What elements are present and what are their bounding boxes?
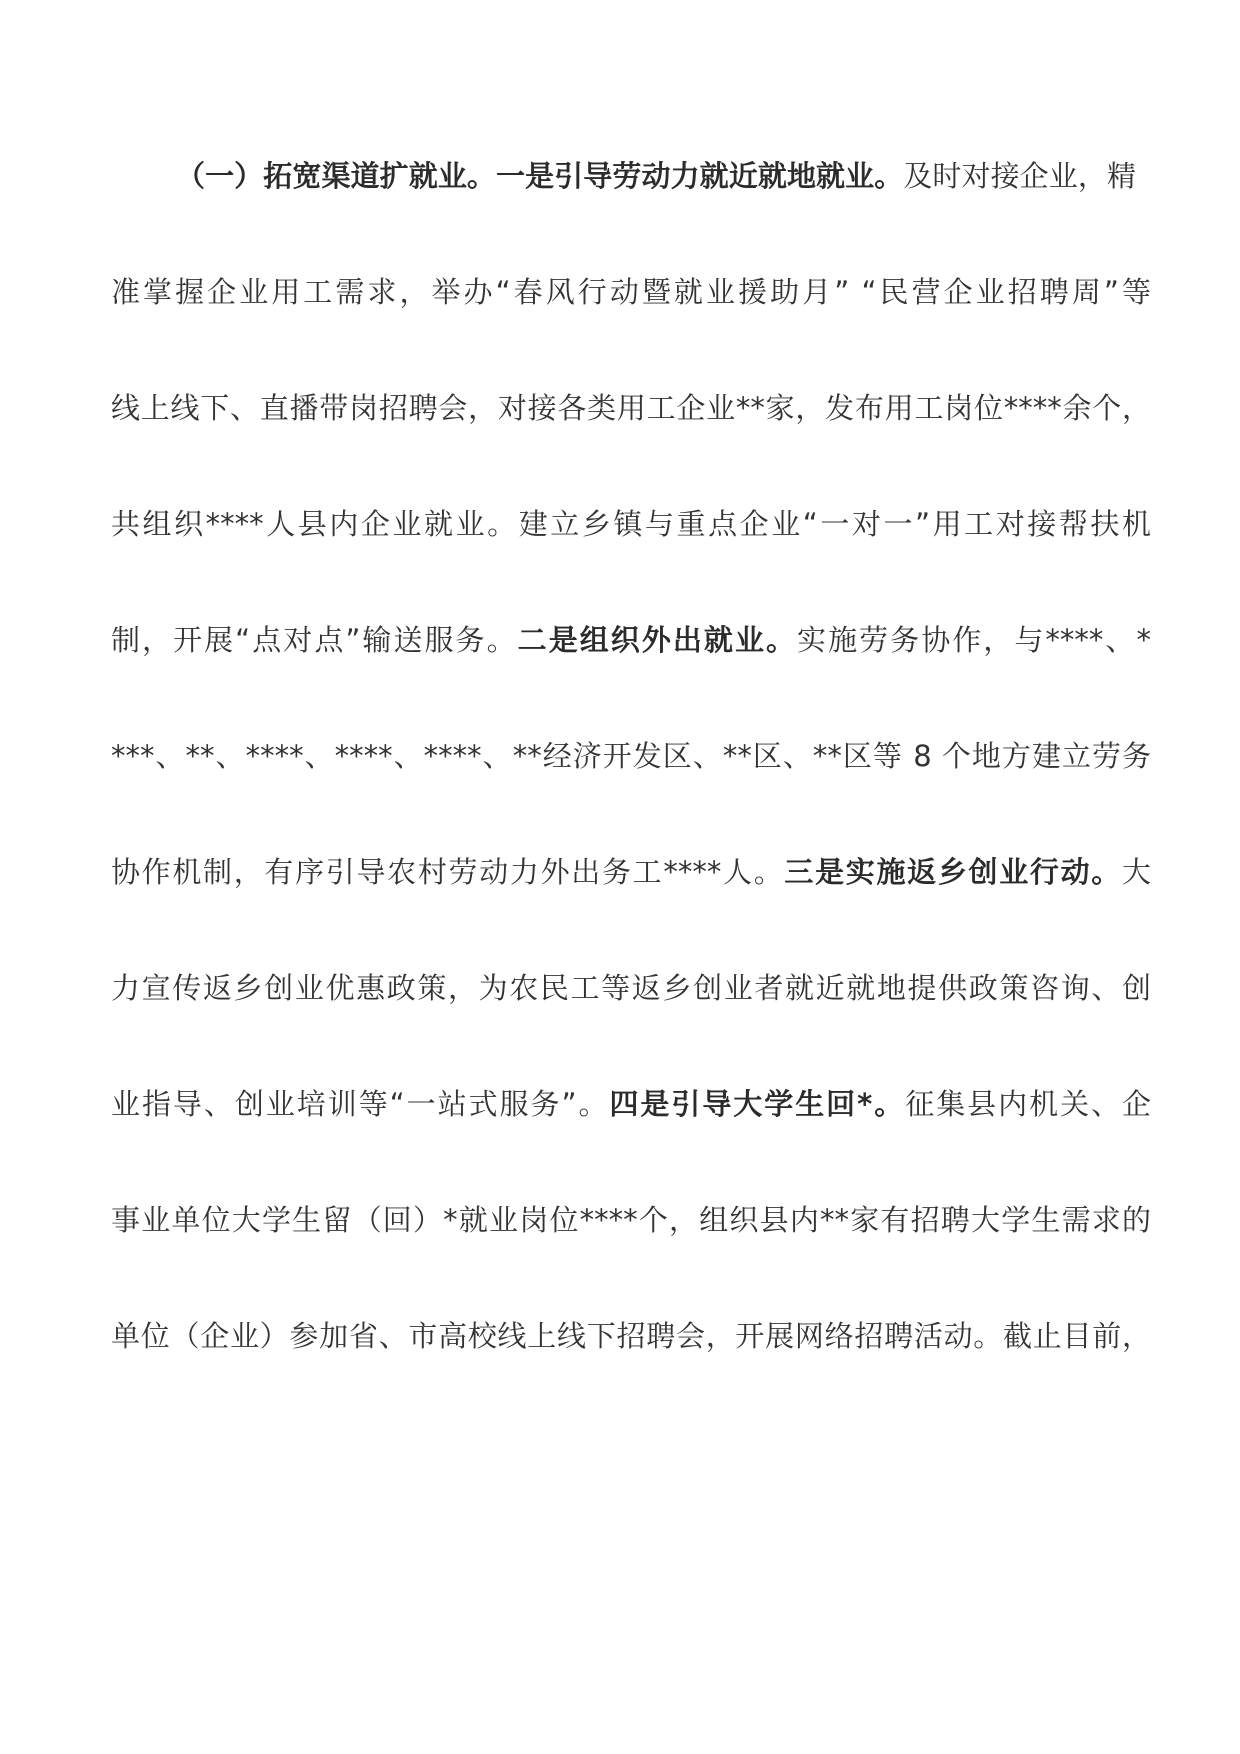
section-heading: （一）拓宽渠道扩就业。 xyxy=(176,159,497,193)
paragraph-line-2 xyxy=(111,272,1151,312)
point-heading-2: 二是组织外出就业。 xyxy=(517,623,798,657)
paragraph-line-9 xyxy=(111,1084,1151,1124)
text-run: 力宣传返乡创业优惠政策，为农民工等返乡创业者就近就地提供政策咨询、创 xyxy=(111,971,1151,1005)
paragraph-line-7 xyxy=(111,852,1151,892)
text-run: ***、**、****、****、****、**经济开发区、**区、**区等 8 个地方建立劳务 xyxy=(111,739,1151,773)
text-run: 大 xyxy=(1121,855,1151,889)
text-run: 线上线下、直播带岗招聘会，对接各类用工企业**家，发布用工岗位****余个， xyxy=(111,391,1151,425)
point-heading-4: 四是引导大学生回*。 xyxy=(609,1087,906,1121)
point-heading-3: 三是实施返乡创业行动。 xyxy=(784,855,1122,889)
paragraph-line-3 xyxy=(111,388,1151,428)
paragraph-line-1 xyxy=(176,156,1136,196)
text-run: 准掌握企业用工需求，举办“春风行动暨就业援助月” “民营企业招聘周”等 xyxy=(111,275,1151,309)
paragraph-line-8 xyxy=(111,968,1151,1008)
paragraph-line-4 xyxy=(111,504,1151,544)
point-heading-1: 一是引导劳动力就近就地就业。 xyxy=(496,159,904,193)
text-run: 单位（企业）参加省、市高校线上线下招聘会，开展网络招聘活动。截止目前， xyxy=(111,1319,1151,1353)
text-run: 及时对接企业，精 xyxy=(903,159,1136,193)
paragraph-line-5 xyxy=(111,620,1151,660)
paragraph-line-11 xyxy=(111,1316,1151,1356)
text-run: 实施劳务协作，与****、* xyxy=(797,623,1151,657)
text-run: 事业单位大学生留（回）*就业岗位****个，组织县内**家有招聘大学生需求的 xyxy=(111,1203,1151,1237)
paragraph-line-6 xyxy=(111,736,1151,776)
text-run: 协作机制，有序引导农村劳动力外出务工****人。 xyxy=(111,855,785,889)
text-run: 业指导、创业培训等“一站式服务”。 xyxy=(111,1087,610,1121)
text-run: 征集县内机关、企 xyxy=(905,1087,1151,1121)
text-run: 制，开展“点对点”输送服务。 xyxy=(111,623,518,657)
text-run: 共组织****人县内企业就业。建立乡镇与重点企业“一对一”用工对接帮扶机 xyxy=(111,507,1151,541)
paragraph-line-10 xyxy=(111,1200,1151,1240)
